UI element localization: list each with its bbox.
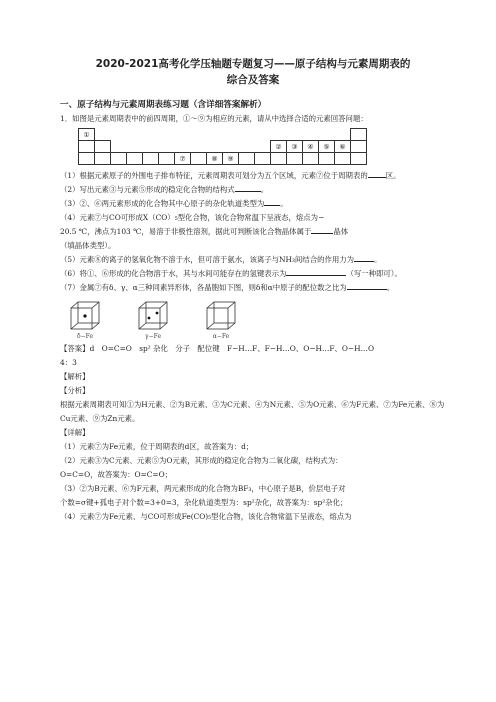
cell-label: γ−Fe [145,333,161,340]
table-cell: ⑥ [335,141,351,153]
title-line-1: 2020-2021高考化学压轴题专题复习——原子结构与元素周期表的 [95,58,411,70]
alpha-fe-cell [204,299,238,340]
table-cell: ⑧ [207,153,223,165]
question-1-6: （6）将①、⑥形成的化合物溶于水，其与水间可能存在的氢键表示为 （写一种即可）。 [60,269,402,278]
table-cell: ① [79,129,95,141]
analysis-subheading: 【分析】 [60,386,90,395]
question-stem: 1．如图是元素周期表中的前四周期，①～⑨为相应的元素，请从中选择合适的元素回答问题： [60,114,368,123]
table-row [79,141,367,153]
cell-label: α−Fe [212,333,230,340]
question-1-4: （4）元素⑦与CO可形成X（CO）₅型化合物，该化合物常温下呈液态，熔点为− [60,213,325,222]
question-1-3: （3）②、⑥两元素形成的化合物其中心原子的杂化轨道类型为 。 [60,199,288,208]
question-1-2: （2）写出元素③与元素⑤形成的稳定化合物的结构式 。 [60,185,269,194]
document-title [60,56,446,88]
cube-diagram-icon [136,299,170,333]
detail-3-cont: 个数=σ键+孤电子对个数=3+0=3，杂化轨道类型为：sp²杂化，故答案为：sp²杂化； [60,498,348,507]
title-line-2: 综合及答案 [226,74,280,86]
delta-fe-cell [68,299,102,340]
question-1-7: （7）金属⑦有δ、γ、α三种同素异形体，各晶胞如下图，则δ和α中原子的配位数之比为 。 [60,283,395,292]
answer-line-2: 4：3 [60,358,77,367]
detail-4: （4）元素⑦为Fe元素、与CO可形成Fe(CO)₅型化合物，该化合物常温下呈液态，熔点为 [60,512,352,521]
table-cell: ⑨ [223,153,239,165]
detail-heading: 【详解】 [60,428,90,437]
table-cell: ⑦ [175,153,191,165]
analysis-text: 根据元素周期表可知①为H元素、②为B元素、③为C元素、④为N元素、⑤为O元素、⑥为F元素、⑦为Fe元素、⑧为Cu元素、⑨为Zn元素。 [60,400,445,423]
table-row [79,129,367,141]
detail-2-cont: O=C=O，故答案为：O=C=O； [60,470,173,479]
gamma-fe-cell [136,299,170,340]
question-1-4-tail: （填晶体类型）。 [60,241,116,250]
periodic-table-grid [78,128,367,165]
cube-diagram-icon [68,299,102,333]
table-cell: ④ [303,141,319,153]
cell-label: δ−Fe [76,333,94,340]
cube-diagram-icon [204,299,238,333]
detail-2: （2）元素③为C元素、元素⑤为O元素，其形成的稳定化合物为二氧化碳，结构式为： [60,456,343,465]
question-1-4-cont: 20.5 ℃，沸点为103 ℃，易溶于非极性溶剂，据此可判断该化合物晶体属于 晶体 [60,227,349,236]
detail-1: （1）元素⑦为Fe元素，位于周期表的d区，故答案为：d； [60,442,254,451]
table-cell: ⑤ [319,141,335,153]
question-1-5: （5）元素⑧的离子的氢氧化物不溶于水，但可溶于氨水，该离子与NH₃间结合的作用力为 。 [60,255,382,264]
table-cell: ③ [287,141,303,153]
unit-cell-figures [68,299,446,340]
analysis-heading: 【解析】 [60,372,90,381]
answer-line: 【答案】d O=C=O sp² 杂化 分子 配位键 F−H…F、F−H…O、O−H…F、O−H…O [60,344,375,353]
table-row [79,153,367,165]
table-cell: ② [271,141,287,153]
detail-3: （3）②为B元素、⑥为F元素，两元素形成的化合物为BF₃，中心原子是B，价层电子对 [60,484,346,493]
question-1-1: （1）根据元素原子的外围电子排布特征，元素周期表可划分为五个区域，元素⑦位于周期表的 区。 [60,171,401,180]
section-heading: 一、原子结构与元素周期表练习题（含详细答案解析） [60,100,267,110]
